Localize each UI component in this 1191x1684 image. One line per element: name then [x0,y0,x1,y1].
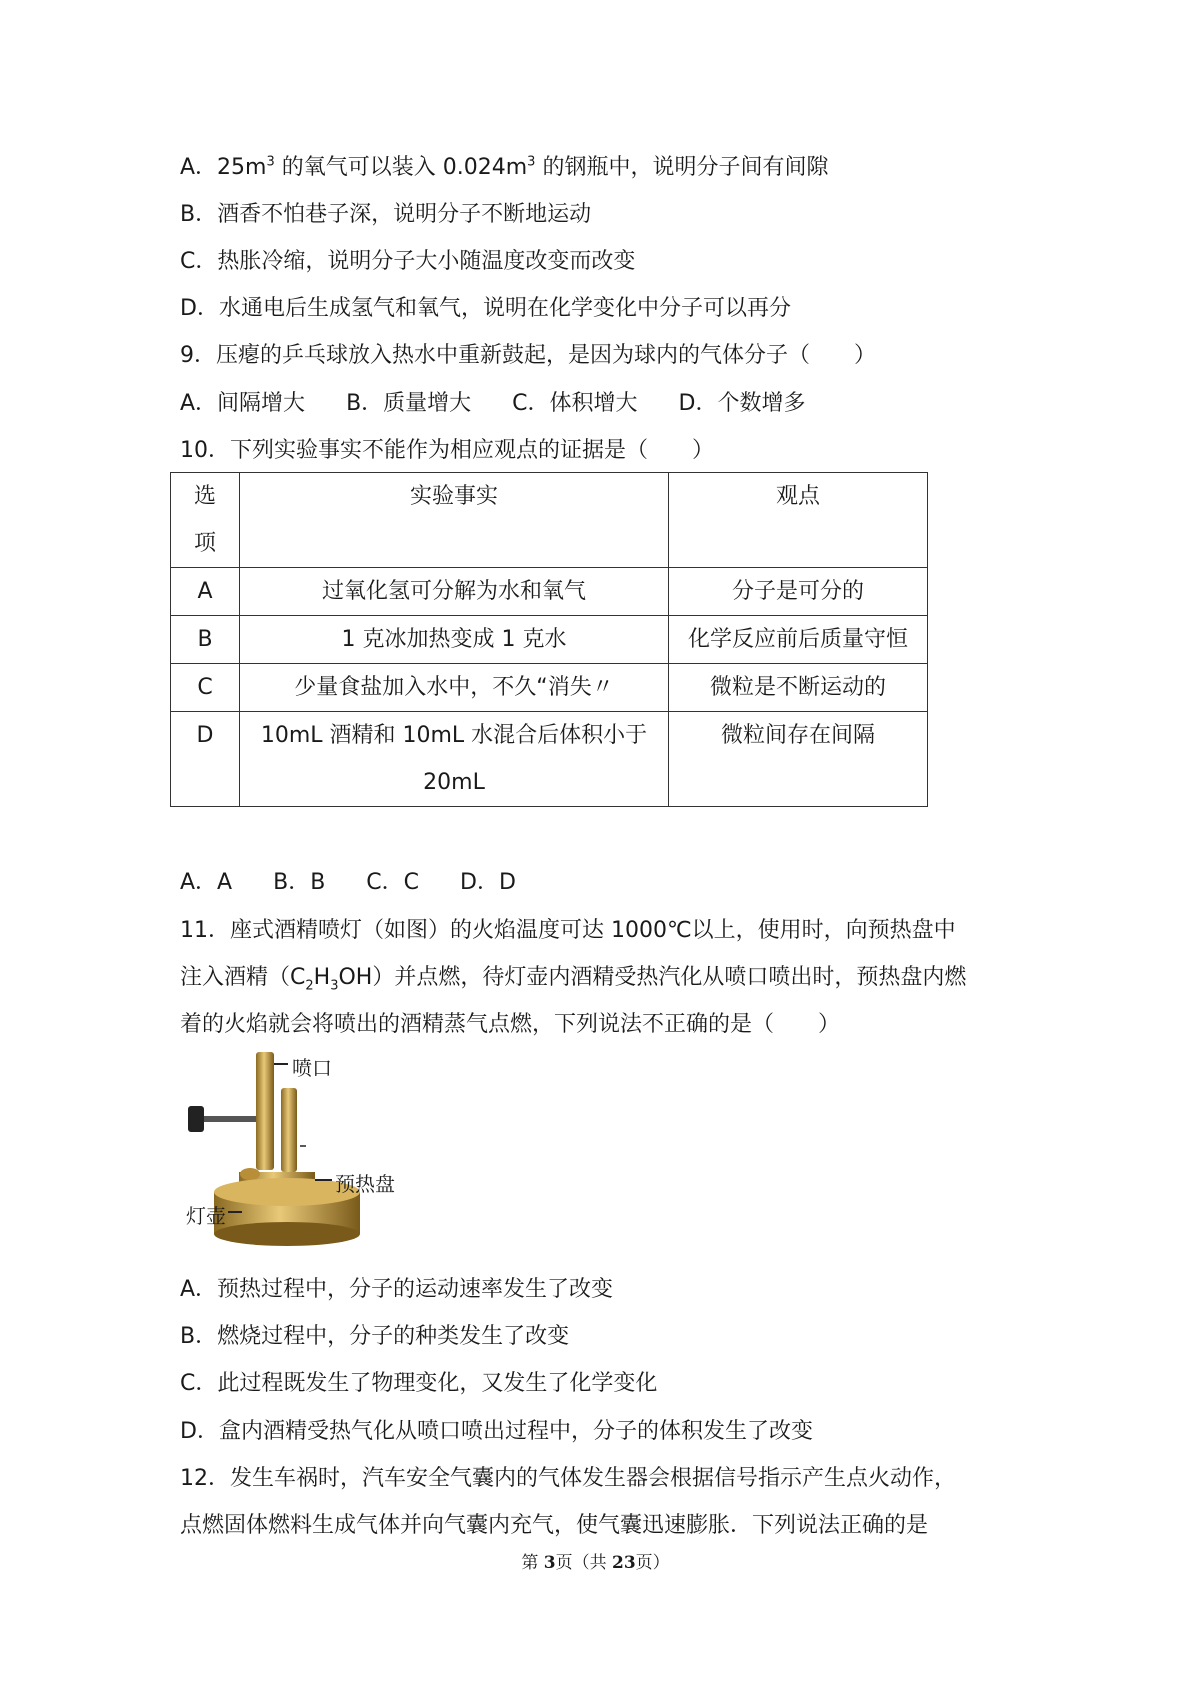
label-preheat-pan: 预热盘 [335,1172,395,1196]
q10-options [180,868,550,898]
table-cell: 微粒是不断运动的 [669,664,928,712]
q9-options [180,389,839,419]
table-cell: D [171,712,240,807]
filler-cap [240,1168,260,1180]
header-fact: 实验事实 [240,473,669,568]
q8-option-c: C．热胀冷缩，说明分子大小随温度改变而改变 [180,249,636,274]
table-cell: 10mL 酒精和 10mL 水混合后体积小于 20mL [240,712,669,807]
q11-option-d: D．盒内酒精受热气化从喷口喷出过程中，分子的体积发生了改变 [180,1419,813,1444]
q11-option-a: A．预热过程中，分子的运动速率发生了改变 [180,1277,614,1302]
table-row [171,616,928,664]
q12-stem-line2: 点燃固体燃料生成气体并向气囊内充气，使气囊迅速膨胀．下列说法正确的是 [180,1513,929,1538]
table-cell: A [171,568,240,616]
label-nozzle: 喷口 [292,1056,332,1080]
label-lamp-pot: 灯壶 [186,1204,226,1228]
page-footer: 第 3页（共 23页） [521,1553,670,1573]
table-row [171,664,928,712]
alcohol-lamp-figure [180,1050,430,1248]
nozzle-tube [256,1052,274,1170]
table-cell: 微粒间存在间隔 [669,712,928,807]
q9-option-b: B．质量增大 [346,391,472,416]
table-cell: 少量食盐加入水中，不久“消失〃 [240,664,669,712]
table-header-row [171,473,928,568]
table-row [171,712,928,807]
table-row [171,568,928,616]
table-cell: 1 克冰加热变成 1 克水 [240,616,669,664]
q10-option-b: B．B [273,870,326,895]
table-cell: 分子是可分的 [669,568,928,616]
valve-rod [200,1116,256,1122]
header-option: 选项 [171,473,240,568]
q11-option-b: B．燃烧过程中，分子的种类发生了改变 [180,1324,570,1349]
q11-stem-line3: 着的火焰就会将喷出的酒精蒸气点燃，下列说法不正确的是（ ） [180,1012,841,1037]
q10-stem: 10．下列实验事实不能作为相应观点的证据是（ ） [180,438,714,463]
q9-option-c: C．体积增大 [512,391,638,416]
header-view: 观点 [669,473,928,568]
q10-option-d: D．D [460,870,516,895]
valve-knob [188,1106,204,1132]
q10-option-c: C．C [366,870,420,895]
q11-option-c: C．此过程既发生了物理变化，又发生了化学变化 [180,1371,658,1396]
q8-option-d: D．水通电后生成氢气和氧气，说明在化学变化中分子可以再分 [180,296,791,321]
table-cell: 过氧化氢可分解为水和氧气 [240,568,669,616]
q9-stem: 9．压瘪的乒乓球放入热水中重新鼓起，是因为球内的气体分子（ ） [180,343,876,368]
side-tube [281,1088,297,1172]
q11-stem-line2: 注入酒精$(C_2H_3OH)$并点燃，待灯壶内酒精受热汽化从喷口喷出时，预热盘内燃 [180,965,967,994]
q12-stem-line1: 12．发生车祸时，汽车安全气囊内的气体发生器会根据信号指示产生点火动作， [180,1466,956,1491]
table-cell: 化学反应前后质量守恒 [669,616,928,664]
q10-table [170,472,928,807]
q8-option-a: A．$25m^3$ 的氧气可以装入 $0.024m^3$ 的钢瓶中，说明分子间有间隙 [180,154,829,180]
q9-option-a: A．间隔增大 [180,391,306,416]
q8-option-b: B．酒香不怕巷子深，说明分子不断地运动 [180,202,592,227]
q9-option-d: D．个数增多 [678,391,806,416]
q10-option-a: A．A [180,870,233,895]
q11-stem-line1: 11．座式酒精喷灯（如图）的火焰温度可达 1000℃以上，使用时，向预热盘中 [180,918,956,943]
lamp-pot-base [214,1222,360,1246]
table-cell: C [171,664,240,712]
table-cell: B [171,616,240,664]
